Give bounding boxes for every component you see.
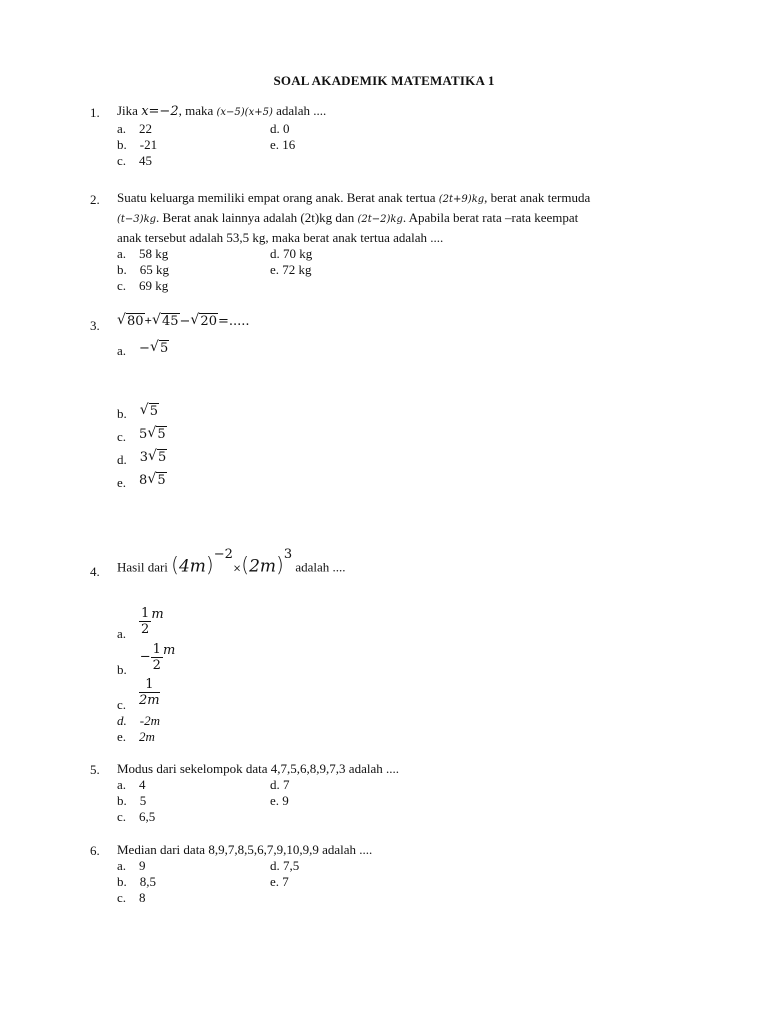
- q5-text: Modus dari sekelompok data 4,7,5,6,8,9,7,3 adalah ....: [117, 761, 399, 776]
- q1-option-a: a. 22: [117, 121, 153, 136]
- q3-option-c: c. 5 √ 5: [117, 425, 166, 444]
- q3-option-a: a. − √ 5: [117, 339, 169, 358]
- q1-option-d: d. 0: [270, 121, 290, 136]
- question-2-number: 2.: [90, 192, 100, 207]
- q4-option-c: c. $\frac{1}{2m}$: [117, 677, 160, 713]
- q6-text: Median dari data 8,9,7,8,5,6,7,9,10,9,9 adalah ....: [117, 842, 373, 857]
- q1-text-mid: , maka: [178, 103, 214, 118]
- q2-line-1: Suatu keluarga memiliki empat orang anak. Berat anak tertua (2t+9)kg, berat anak termuda: [117, 190, 591, 205]
- q1-option-c: c. 45: [117, 153, 153, 168]
- question-1-number: 1.: [90, 105, 100, 120]
- q4-option-a: a. $\frac{1}{2}$ m: [117, 606, 164, 642]
- q2-option-b: b. 65 kg: [117, 262, 169, 277]
- q2-option-d: d. 70 kg: [270, 246, 313, 261]
- q1-option-e: e. 16: [270, 137, 296, 152]
- q2-expr-youngest: (t−3)kg: [117, 214, 157, 225]
- q4-option-e: e. 2m: [117, 729, 155, 744]
- q2-option-c: c. 69 kg: [117, 278, 169, 293]
- q2-line-3: anak tersebut adalah 53,5 kg, maka berat anak tertua adalah ....: [117, 230, 444, 245]
- q2-line-2: (t−3)kg. Berat anak lainnya adalah (2t)kg dan (2t−2)kg. Apabila berat rata –rata keempat: [117, 210, 579, 225]
- question-1-text: [117, 103, 326, 121]
- q6-option-b: b. 8,5: [117, 874, 156, 889]
- q6-option-d: d. 7,5: [270, 858, 300, 873]
- q2-expr-eldest: (2t+9)kg: [438, 194, 485, 205]
- page-title: SOAL AKADEMIK MATEMATIKA 1: [273, 73, 495, 88]
- q2-expr-other: (2t−2)kg: [357, 214, 403, 225]
- q6-option-c: c. 8: [117, 890, 146, 905]
- q3-option-d: d. 3 √ 5: [117, 448, 167, 467]
- q3-option-b: b. √ 5: [117, 402, 159, 421]
- q1-expr-x: x=−2: [141, 104, 179, 119]
- q1-text-after: adalah ....: [276, 103, 327, 118]
- q5-option-d: d. 7: [270, 777, 290, 792]
- q6-option-e: e. 7: [270, 874, 289, 889]
- q4-option-b: b. − $\frac{1}{2}$ m: [117, 642, 176, 678]
- q3-option-e: e. 8 √ 5: [117, 471, 166, 490]
- q2-option-a: a. 58 kg: [117, 246, 169, 261]
- question-3-number: 3.: [90, 318, 100, 333]
- q2-option-e: e. 72 kg: [270, 262, 312, 277]
- q1-text-before: Jika: [117, 103, 138, 118]
- q4-option-d: d. -2m: [117, 713, 160, 728]
- q4-expression: Hasil dari $(4m)^{-2}\times(2m)^3$ adalah ....: [117, 547, 346, 577]
- q5-option-b: b. 5: [117, 793, 147, 808]
- q5-option-e: e. 9: [270, 793, 289, 808]
- q1-expr-product: (x−5)(x+5): [216, 107, 273, 118]
- q3-expression: √ 80+ √ 45− √ 20=.....: [117, 312, 250, 329]
- q5-option-a: a. 4: [117, 777, 146, 792]
- question-4-number: 4.: [90, 564, 100, 579]
- question-6-number: 6.: [90, 843, 100, 858]
- question-5-number: 5.: [90, 762, 100, 777]
- q1-option-b: b. -21: [117, 137, 158, 152]
- q6-option-a: a. 9: [117, 858, 146, 873]
- q5-option-c: c. 6,5: [117, 809, 156, 824]
